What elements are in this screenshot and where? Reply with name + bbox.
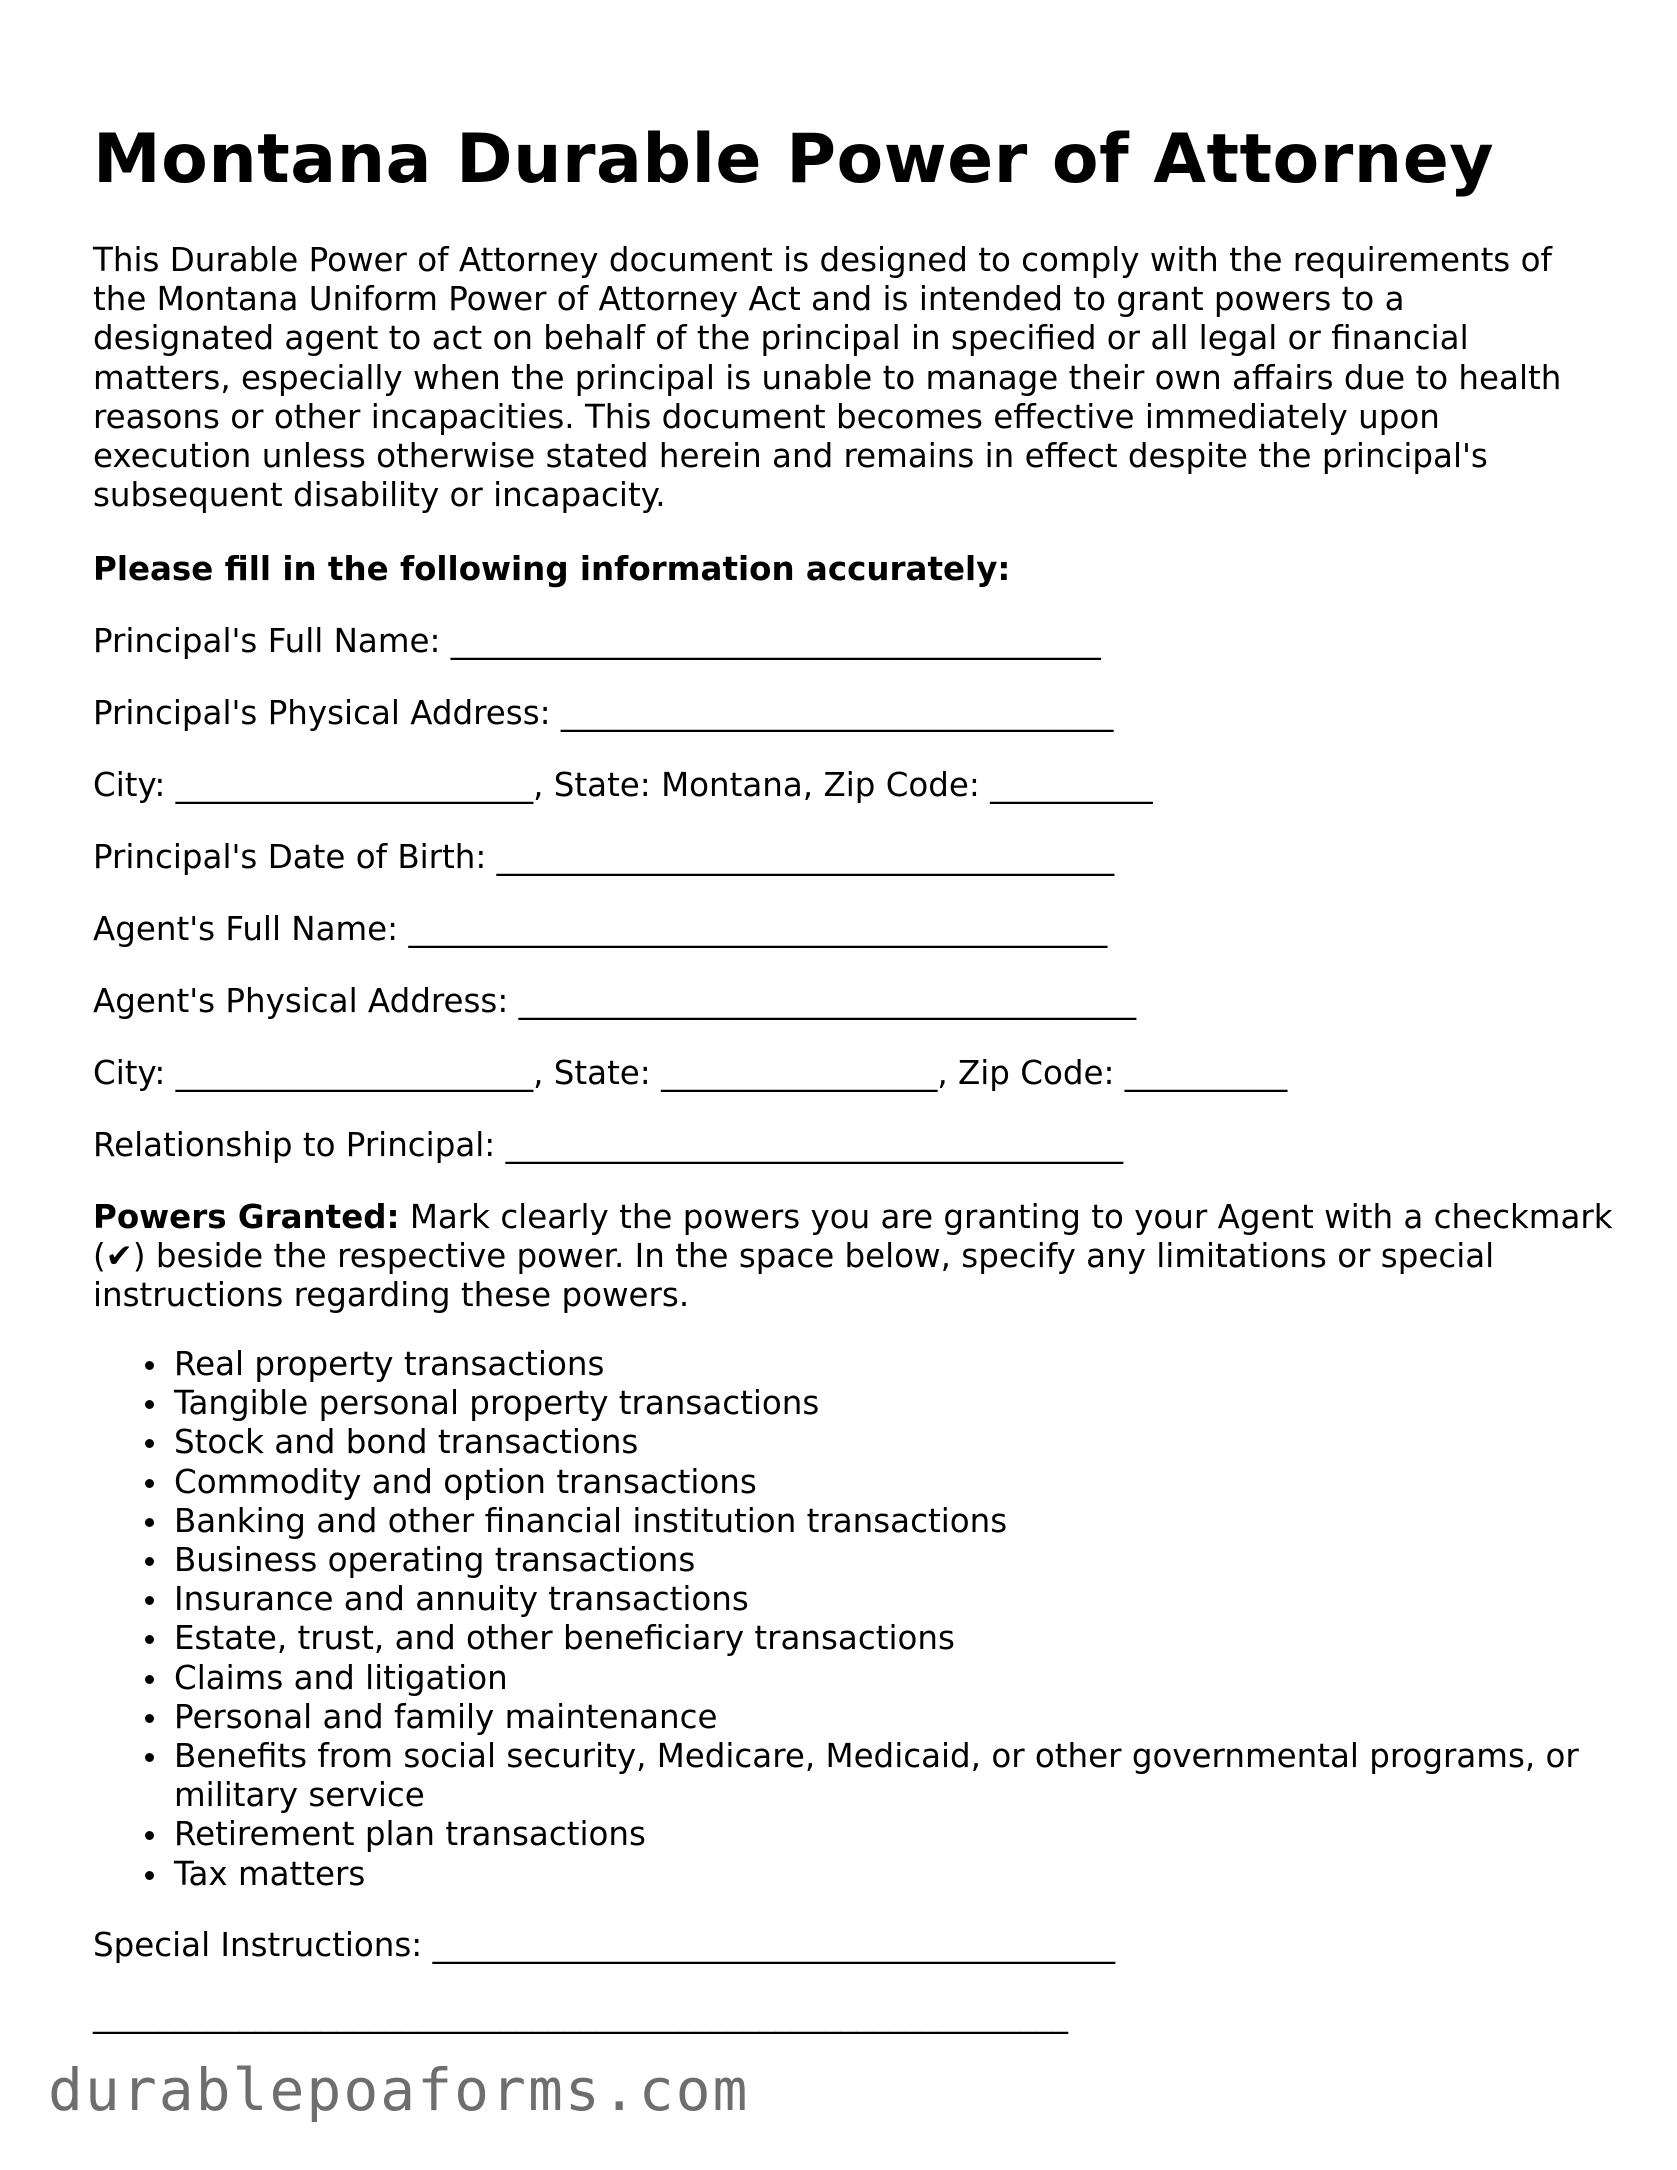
list-item[interactable]: Estate, trust, and other beneficiary transactions <box>174 1619 1613 1658</box>
fill-instruction: Please fill in the following information accurately: <box>93 550 1011 588</box>
relationship-field[interactable]: Relationship to Principal: ______________________________________ <box>93 1126 1124 1164</box>
special-instructions-field[interactable]: Special Instructions: __________________________________________ <box>93 1926 1116 1964</box>
special-instructions-line[interactable]: ____________________________________________________________ <box>93 1996 1068 2034</box>
principal-dob-field[interactable]: Principal's Date of Birth: ______________________________________ <box>93 838 1115 876</box>
agent-name-field[interactable]: Agent's Full Name: ___________________________________________ <box>93 910 1108 948</box>
list-item[interactable]: Banking and other financial institution transactions <box>174 1502 1613 1541</box>
powers-granted-text: Mark clearly the powers you are granting to your Agent with a checkmark (✔) beside the respective power. In the space below, specify any limitations or special instructions regarding these powers. <box>93 1198 1613 1315</box>
principal-name-field[interactable]: Principal's Full Name: ________________________________________ <box>93 622 1101 660</box>
list-item[interactable]: Tax matters <box>174 1855 1613 1894</box>
list-item[interactable]: Insurance and annuity transactions <box>174 1580 1613 1619</box>
list-item[interactable]: Real property transactions <box>174 1345 1613 1384</box>
site-watermark: durablepoaforms.com <box>48 2056 750 2124</box>
intro-paragraph: This Durable Power of Attorney document is designed to comply with the requirements of the Montana Uniform Power of Attorney Act and is intended to grant powers to a designated agent to act on behalf of the principal in specified or all legal or financial matters, especially when the principal is unable to manage their own affairs due to health reasons or other incapacities. This document becomes effective immediately upon execution unless otherwise stated herein and remains in effect despite the principal's subsequent disability or incapacity. <box>93 241 1562 515</box>
list-item[interactable]: Tangible personal property transactions <box>174 1384 1613 1423</box>
list-item[interactable]: Claims and litigation <box>174 1659 1613 1698</box>
powers-granted-paragraph <box>93 1198 1613 1316</box>
agent-city-state-zip-field[interactable]: City: ______________________, State: _________________, Zip Code: __________ <box>93 1054 1288 1092</box>
list-item[interactable]: Benefits from social security, Medicare, Medicaid, or other governmental programs, or military service <box>174 1737 1613 1815</box>
list-item[interactable]: Business operating transactions <box>174 1541 1613 1580</box>
document-title: Montana Durable Power of Attorney <box>93 120 1495 199</box>
agent-address-field[interactable]: Agent's Physical Address: ______________________________________ <box>93 982 1137 1020</box>
list-item[interactable]: Stock and bond transactions <box>174 1423 1613 1462</box>
list-item[interactable]: Commodity and option transactions <box>174 1463 1613 1502</box>
powers-granted-heading: Powers Granted: <box>93 1198 400 1236</box>
principal-address-field[interactable]: Principal's Physical Address: __________________________________ <box>93 694 1114 732</box>
list-item[interactable]: Retirement plan transactions <box>174 1815 1613 1854</box>
list-item[interactable]: Personal and family maintenance <box>174 1698 1613 1737</box>
powers-list <box>93 1345 1613 1894</box>
principal-city-state-zip-field[interactable]: City: ______________________, State: Montana, Zip Code: __________ <box>93 766 1153 804</box>
